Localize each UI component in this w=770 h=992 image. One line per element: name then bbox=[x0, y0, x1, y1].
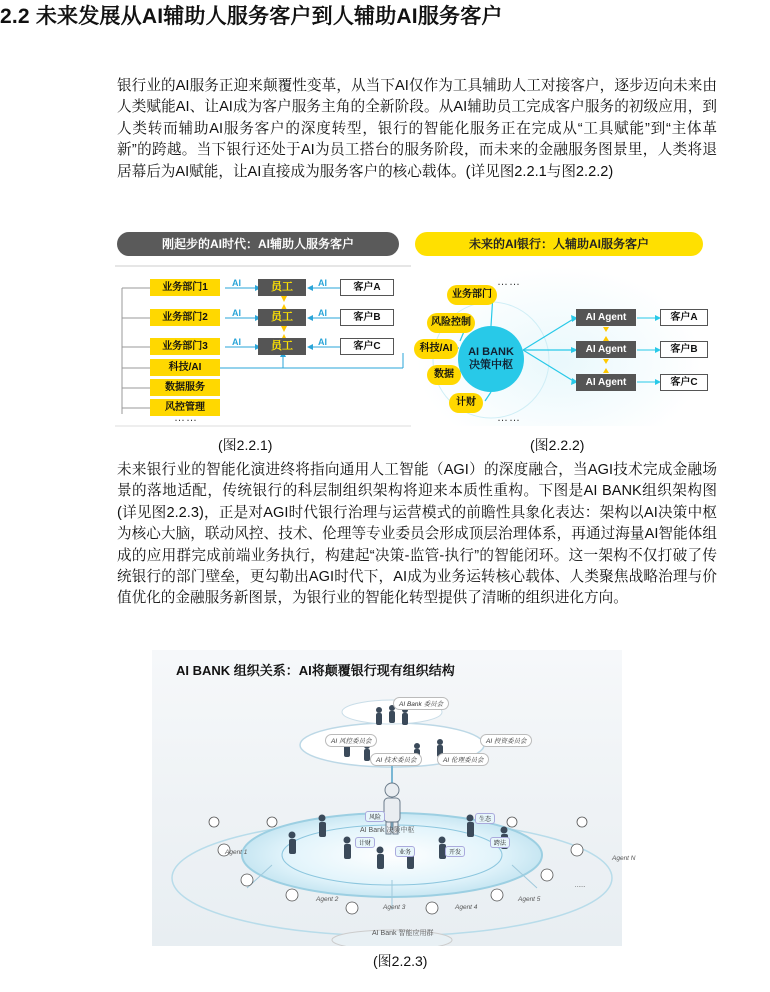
agent-3: Agent 3 bbox=[383, 904, 406, 911]
fig2-title: 未来的AI银行：人辅助AI服务客户 bbox=[415, 232, 703, 256]
risk-committee: AI 风控委员会 bbox=[325, 734, 377, 747]
node-finance: 计财 bbox=[449, 393, 483, 413]
dept-3: 业务部门3 bbox=[150, 338, 220, 355]
fig2-ellipsis-top: …… bbox=[497, 276, 521, 288]
customer-b: 客户B bbox=[340, 309, 394, 326]
committee-label: AI Bank 委员会 bbox=[393, 697, 449, 710]
fig1-title: 刚起步的AI时代：AI辅助人服务客户 bbox=[117, 232, 399, 256]
function-legal: 跨法 bbox=[490, 837, 510, 848]
fig3-caption: (图2.2.3) bbox=[373, 953, 428, 969]
customer-c: 客户C bbox=[340, 338, 394, 355]
ai-tag: AI bbox=[318, 308, 327, 318]
node-risk: 风险控制 bbox=[427, 313, 475, 333]
investment-committee: AI 投资委员会 bbox=[480, 734, 532, 747]
agent-4: Agent 4 bbox=[455, 904, 478, 911]
node-business: 业务部门 bbox=[447, 285, 497, 305]
ai-tag: AI bbox=[318, 278, 327, 288]
ai-tag: AI bbox=[232, 308, 241, 318]
function-dev: 开发 bbox=[445, 846, 465, 857]
ai-tag: AI bbox=[232, 278, 241, 288]
app-cluster-label: AI Bank 智能应用群 bbox=[372, 930, 434, 937]
node-tech-ai: 科技/AI bbox=[414, 339, 458, 359]
customer-a: 客户A bbox=[660, 309, 708, 326]
dept-1: 业务部门1 bbox=[150, 279, 220, 296]
ai-agent-a: AI Agent bbox=[576, 309, 636, 326]
ai-agent-b: AI Agent bbox=[576, 341, 636, 358]
org-illustration bbox=[152, 650, 622, 946]
customer-b: 客户B bbox=[660, 341, 708, 358]
intro-paragraph: 银行业的AI服务正迎来颠覆性变革，从当下AI仅作为工具辅助人工对接客户，逐步迈向未来由人类赋能AI、让AI成为客户服务主角的全新阶段。从AI辅助员工完成客户服务的初级应用，到人类转而辅助AI服务客户的深度转型，银行的智能化服务正在完成从“工具赋能”到“主体革新”的跨越。当下银行还处于AI为员工搭台的服务阶段，而未来的金融服务图景里，人类将退居幕后为AI赋能，让AI直接成为服务客户的核心载体。(详见图2.2.1与图2.2.2) bbox=[117, 78, 717, 180]
decision-hub-label: AI BANK 决策中枢 bbox=[468, 346, 514, 371]
section-heading: 2.2 未来发展从AI辅助人服务客户到人辅助AI服务客户 bbox=[0, 5, 503, 28]
fig1-caption: (图2.2.1) bbox=[218, 437, 273, 453]
tech-ai-box: 科技/AI bbox=[150, 359, 220, 376]
tech-committee: AI 技术委员会 bbox=[370, 753, 422, 766]
node-data: 数据 bbox=[427, 365, 461, 385]
function-ecosystem: 生态 bbox=[475, 813, 495, 824]
risk-mgmt-box: 风控管理 bbox=[150, 399, 220, 416]
ethics-committee: AI 伦理委员会 bbox=[437, 753, 489, 766]
agent-1: Agent 1 bbox=[225, 849, 248, 856]
center-label: AI Bank 决策中枢 bbox=[360, 827, 415, 834]
ai-agent-c: AI Agent bbox=[576, 374, 636, 391]
employee-box: 员工 bbox=[258, 338, 306, 355]
agi-paragraph: 未来银行业的智能化演进终将指向通用人工智能（AGI）的深度融合，当AGI技术完成金融场景的落地适配，传统银行的科层制组织架构将迎来本质性重构。下图是AI BANK组织架构图(详见图2.2.3)，正是对AGI时代银行治理与运营模式的前瞻性具象化表达：架构以AI决策中枢为核心大脑，联动风控、技术、伦理等专业委员会形成顶层治理体系，再通过海量AI智能体组成的应用群完成前端业务执行，构建起“决策-监管-执行”的智能闭环。这一架构不仅打破了传统银行的部门壁垒，更勾勒出AGI时代下，AI成为业务运转核心载体、人类聚焦战略治理与价值优化的金融服务新图景，为银行业的智能化转型提供了清晰的组织进化方向。 bbox=[117, 462, 717, 607]
agent-n: Agent N bbox=[612, 855, 636, 862]
platform-graphic bbox=[152, 650, 622, 946]
fig3-title: AI BANK 组织关系：AI将颠覆银行现有组织结构 bbox=[176, 663, 455, 678]
employee-box: 员工 bbox=[258, 279, 306, 296]
agents-ellipsis: ...... bbox=[575, 882, 586, 889]
customer-a: 客户A bbox=[340, 279, 394, 296]
ai-tag: AI bbox=[318, 337, 327, 347]
fig2-ellipsis-bottom: …… bbox=[497, 412, 521, 424]
decision-hub bbox=[458, 326, 524, 392]
agent-2: Agent 2 bbox=[316, 896, 339, 903]
agent-5: Agent 5 bbox=[518, 896, 541, 903]
function-finance: 计财 bbox=[355, 837, 375, 848]
function-risk: 风险 bbox=[365, 811, 385, 822]
ai-tag: AI bbox=[232, 337, 241, 347]
dept-2: 业务部门2 bbox=[150, 309, 220, 326]
fig2-caption: (图2.2.2) bbox=[530, 437, 585, 453]
function-business: 业务 bbox=[395, 846, 415, 857]
customer-c: 客户C bbox=[660, 374, 708, 391]
employee-box: 员工 bbox=[258, 309, 306, 326]
fig1-ellipsis: …… bbox=[174, 412, 198, 424]
data-service-box: 数据服务 bbox=[150, 379, 220, 396]
